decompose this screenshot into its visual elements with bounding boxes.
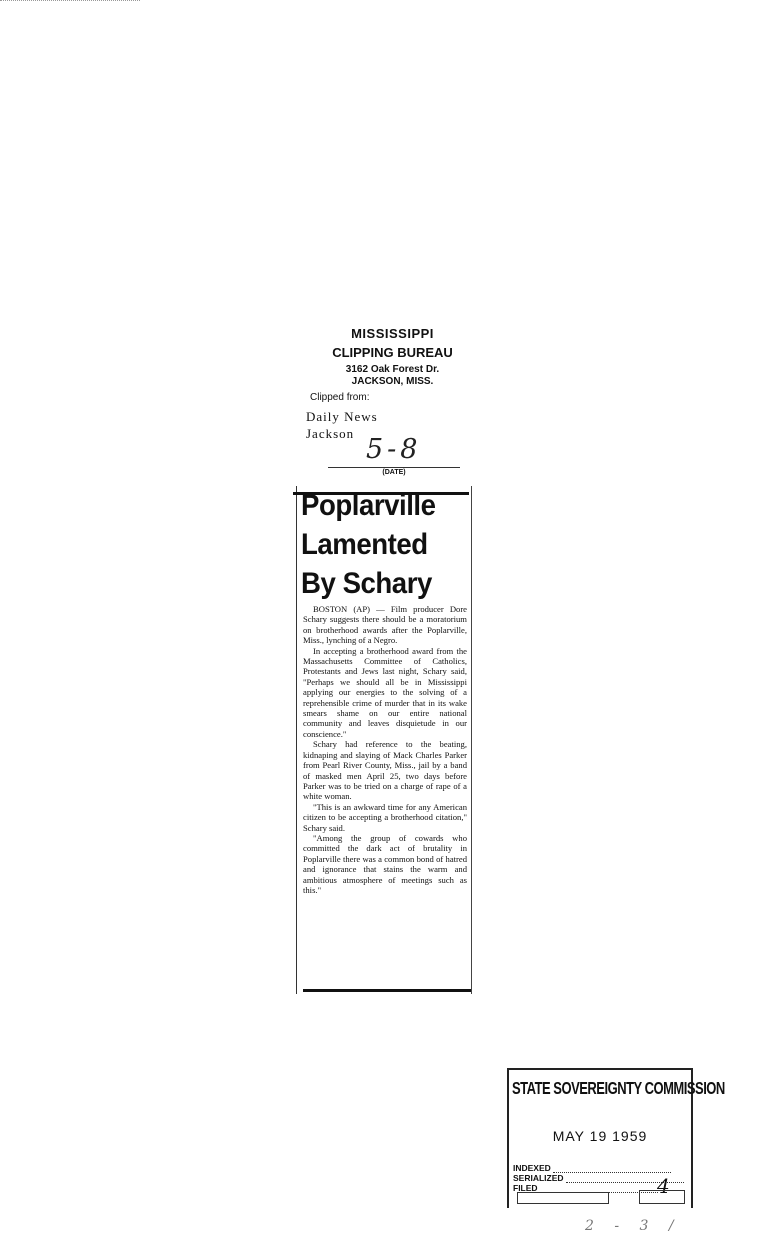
article-paragraph: In accepting a brotherhood award from the Massachusetts Committee of Catholics, Protestants and Jews last night, Schary said, "Perhaps we should all be in Mississippi applying our energies to the solving of a reprehensible crime of murder that in its wake smears shame on our entire national community and leaves disquietude in our conscience." (303, 645, 467, 739)
bureau-name-line2: CLIPPING BUREAU (332, 345, 453, 360)
bureau-city: JACKSON, MISS. (351, 376, 434, 387)
handwritten-mark: 2 - 3 / (585, 1218, 682, 1234)
bureau-name-line1: MISSISSIPPI (351, 326, 434, 341)
headline-line-2: Lamented (301, 528, 428, 561)
stamp-row-indexed (513, 1163, 671, 1173)
headline-line-3: By Schary (301, 567, 432, 600)
stamp-box-left (517, 1192, 609, 1204)
stamp-row-label: INDEXED (513, 1163, 551, 1173)
top-dotted-edge (0, 0, 140, 1)
paper-name: Daily News (306, 409, 378, 424)
stamp-box-right (639, 1190, 685, 1204)
clipped-from-label: Clipped from: (310, 392, 370, 403)
article-paragraph: "Among the group of cowards who committed the dark act of brutality in Poplarville there was a common bond of hatred and ignorance that stains the warm and ambitious atmosphere of meetings such as this." (303, 832, 467, 895)
stamp-row-label: FILED (513, 1183, 538, 1193)
clipping-bottom-rule (303, 989, 471, 992)
article-paragraph: BOSTON (AP) — Film producer Dore Schary suggests there should be a moratorium on brotherhood awards after the Poplarville, Miss., lynching of a Negro. (303, 604, 467, 646)
date-label: (DATE) (382, 469, 406, 476)
stamp-title: STATE SOVEREIGNTY COMMISSION (512, 1078, 725, 1099)
paper-city: Jackson (306, 426, 355, 441)
article-paragraph: "This is an awkward time for any American citizen to be accepting a brotherhood citation," Schary said. (303, 801, 467, 833)
stamp-handwritten-initial: 4 (657, 1174, 670, 1198)
article-paragraph: Schary had reference to the beating, kidnaping and slaying of Mack Charles Parker from Pearl River County, Miss., jail by a band of masked men April 25, two days before Parker was to be tried on a charge of rape of a white woman. (303, 739, 467, 802)
bureau-address: 3162 Oak Forest Dr. (345, 364, 440, 375)
date-line (328, 467, 460, 468)
headline-line-1: Poplarville (301, 489, 436, 522)
handwritten-date: 5-8 (366, 434, 422, 465)
newspaper-clipping (296, 486, 472, 994)
clipping-bureau-header (300, 326, 485, 387)
article-body (303, 604, 467, 895)
stamp-date: MAY 19 1959 (552, 1128, 648, 1144)
stamp-row-label: SERIALIZED (513, 1173, 564, 1183)
article-headline (301, 486, 457, 603)
commission-stamp (507, 1068, 725, 1208)
